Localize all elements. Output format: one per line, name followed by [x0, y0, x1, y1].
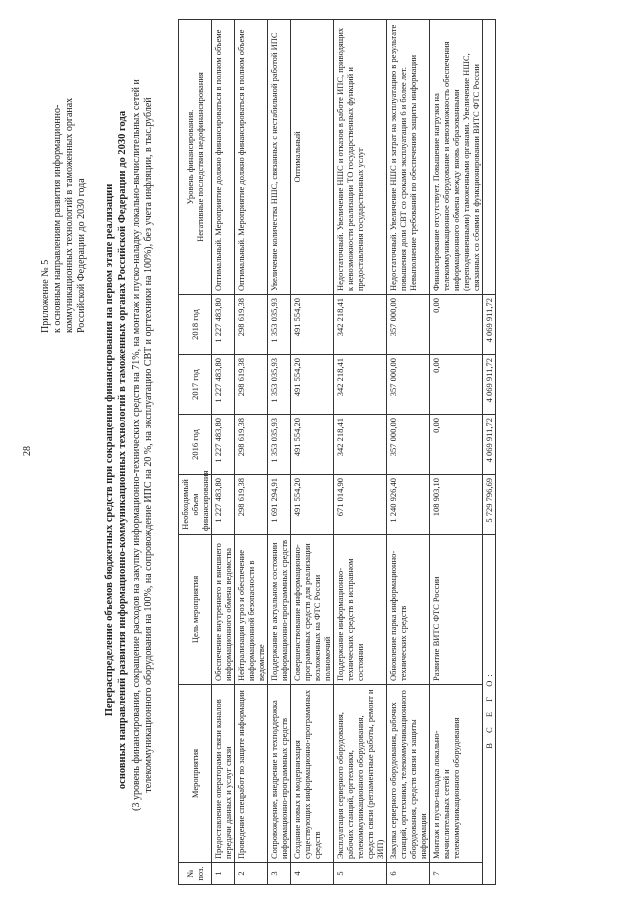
row-2016: 357 000,00 — [387, 415, 430, 475]
row-activity: Проведение спецработ по защите информации — [235, 685, 268, 863]
table-row — [235, 20, 268, 885]
table-header-row — [179, 20, 212, 885]
row-2016: 1 227 483,80 — [212, 415, 235, 475]
row-required: 1 227 483,80 — [212, 475, 235, 535]
row-2017: 1 227 483,80 — [212, 355, 235, 415]
row-goal: Поддержание в актуальном состоянии информационно-программных средств — [268, 535, 291, 685]
row-required: 491 554,20 — [291, 475, 334, 535]
title-line-1: Перераспределение объемов бюджетных средств при сокращении финансирования на первом этапе реализации — [104, 183, 115, 717]
row-2016: 1 353 035,93 — [268, 415, 291, 475]
annex-line-2: к основным направлениям развития информационно- — [52, 104, 63, 333]
row-2017: 357 000,00 — [387, 355, 430, 415]
row-activity: Закупка серверного оборудования, рабочих станций, оргтехники, телекоммуникационного оборудования, средств связи и защиты информации — [387, 685, 430, 863]
row-2017: 1 353 035,93 — [268, 355, 291, 415]
row-no: 5 — [334, 863, 387, 885]
annex-line-1: Приложение № 5 — [40, 259, 51, 333]
row-required: 108 903,10 — [430, 475, 483, 535]
row-goal: Совершенствование информационно-программных средств для реализации возложенных на ФТС России полномочий — [291, 535, 334, 685]
table-row — [291, 20, 334, 885]
row-required: 671 014,90 — [334, 475, 387, 535]
total-label: В С Е Г О: — [483, 535, 496, 885]
header-2018: 2018 год — [179, 295, 212, 355]
row-goal: Нейтрализация угроз и обеспечение информационной безопасности в ведомстве — [235, 535, 268, 685]
row-activity: Предоставление операторами связи каналов передачи данных и услуг связи — [212, 685, 235, 863]
row-goal: Развитие ВИТС ФТС России — [430, 535, 483, 685]
annex-line-3: коммуникационных технологий в таможенных органах — [64, 97, 75, 333]
row-2016: 342 218,41 — [334, 415, 387, 475]
row-no: 6 — [387, 863, 430, 885]
header-no: № поз. — [179, 863, 212, 885]
header-2016: 2016 год — [179, 415, 212, 475]
row-no: 1 — [212, 863, 235, 885]
row-2017: 0,00 — [430, 355, 483, 415]
row-activity: Эксплуатация серверного оборудования, рабочих станций, оргтехники, телекоммуникационного оборудования, средств связи (регламентные работы, ремонт и ЗИП) — [334, 685, 387, 863]
header-level — [179, 20, 212, 295]
funding-table — [178, 19, 496, 885]
row-comment: Увеличение количества НШС, связанных с нестабильной работой ИПС — [268, 20, 291, 295]
row-comment: Оптимальный. Мероприятие должно финансироваться в полном объеме — [212, 20, 235, 295]
row-2018: 1 227 483,80 — [212, 295, 235, 355]
row-no: 3 — [268, 863, 291, 885]
total-2016: 4 069 911,72 — [483, 415, 496, 475]
subtitle-line-2: телекоммуникационного оборудования на 100%, на сопровождение ИПС на 20 %, на эксплуатацию СВТ и оргтехники на 100%), без учета инфляции, в тыс.рублей — [143, 97, 154, 793]
row-no: 4 — [291, 863, 334, 885]
row-no: 7 — [430, 863, 483, 885]
row-2017: 491 554,20 — [291, 355, 334, 415]
row-goal: Обновление парка информационно-технических средств — [387, 535, 430, 685]
row-2016: 298 619,38 — [235, 415, 268, 475]
header-required: Необходимый объем финансирования — [179, 475, 212, 535]
total-comment-empty — [483, 20, 496, 295]
header-goal: Цель мероприятия — [179, 535, 212, 685]
table-row — [212, 20, 235, 885]
row-no: 2 — [235, 863, 268, 885]
row-activity: Сопровождение, внедрение и техподдержка информационно-программных средств — [268, 685, 291, 863]
row-comment: Финансирование отсутствует. Повышение нагрузки на телекоммуникационное оборудование и невозможность обеспечения информационного обмена между вновь образованными (переподчиненными) таможенными органами. Увеличение НШС, связанных со сбоями в функционировании ВИТС ФТС России — [430, 20, 483, 295]
row-2018: 342 218,41 — [334, 295, 387, 355]
row-2016: 491 554,20 — [291, 415, 334, 475]
table-row — [387, 20, 430, 885]
row-2018: 491 554,20 — [291, 295, 334, 355]
row-activity: Создание новых и модернизация существующих информационно-программных средств — [291, 685, 334, 863]
row-required: 1 240 926,40 — [387, 475, 430, 535]
table-row — [268, 20, 291, 885]
row-goal: Поддержание информационно-технических средств в исправном состоянии — [334, 535, 387, 685]
subtitle-line-1: (3 уровень финансирования, сокращение расходов на закупку информационно-технических средств на 71%, на монтаж и пуско-наладку локально-вычислительных сетей и — [131, 79, 142, 811]
document-subtitle — [131, 35, 155, 855]
row-activity: Монтаж и пуско-наладка локально-вычислительных сетей и телекоммуникационного оборудования — [430, 685, 483, 863]
row-2018: 1 353 035,93 — [268, 295, 291, 355]
row-2018: 298 619,38 — [235, 295, 268, 355]
header-activity: Мероприятия — [179, 685, 212, 863]
row-2017: 342 218,41 — [334, 355, 387, 415]
annex-line-4: Российской Федерации до 2030 года — [76, 178, 87, 333]
header-2017: 2017 год — [179, 355, 212, 415]
row-required: 298 619,38 — [235, 475, 268, 535]
row-comment: Оптимальный. Мероприятие должно финансироваться в полном объеме — [235, 20, 268, 295]
row-2017: 298 619,38 — [235, 355, 268, 415]
title-line-2: основных направлений развития информационно-коммуникационных технологий в таможенных органах Российской Федерации до 2030 года — [116, 110, 128, 790]
header-level-label: Уровень финансирования. — [185, 109, 195, 205]
row-2018: 0,00 — [430, 295, 483, 355]
table-row — [334, 20, 387, 885]
total-2017: 4 069 911,72 — [483, 355, 496, 415]
row-comment: Недостаточный. Увеличение НШС и затрат на эксплуатацию в результате повышения доли СВТ со сроками эксплуатации 6 и более лет. Невыполнение требований по обеспечению защиты информации — [387, 20, 430, 295]
row-goal: Обеспечение внутреннего и внешнего информационного обмена ведомства — [212, 535, 235, 685]
row-2018: 357 000,00 — [387, 295, 430, 355]
table-row — [430, 20, 483, 885]
header-consequences-label: Негативные последствия недофинансирования — [195, 72, 205, 242]
annex-block — [40, 33, 88, 333]
row-comment: Оптимальный — [291, 20, 334, 295]
row-2016: 0,00 — [430, 415, 483, 475]
document-title — [104, 65, 129, 835]
page-number: 28 — [22, 446, 33, 456]
row-comment: Недостаточный. Увеличение НШС и отказов в работе ИПС, приводящих к невозможности реализации ТО государственных функций и предоставления государственных услуг — [334, 20, 387, 295]
total-row — [483, 20, 496, 885]
total-required: 5 729 796,69 — [483, 475, 496, 535]
row-required: 1 691 294,91 — [268, 475, 291, 535]
total-2018: 4 069 911,72 — [483, 295, 496, 355]
